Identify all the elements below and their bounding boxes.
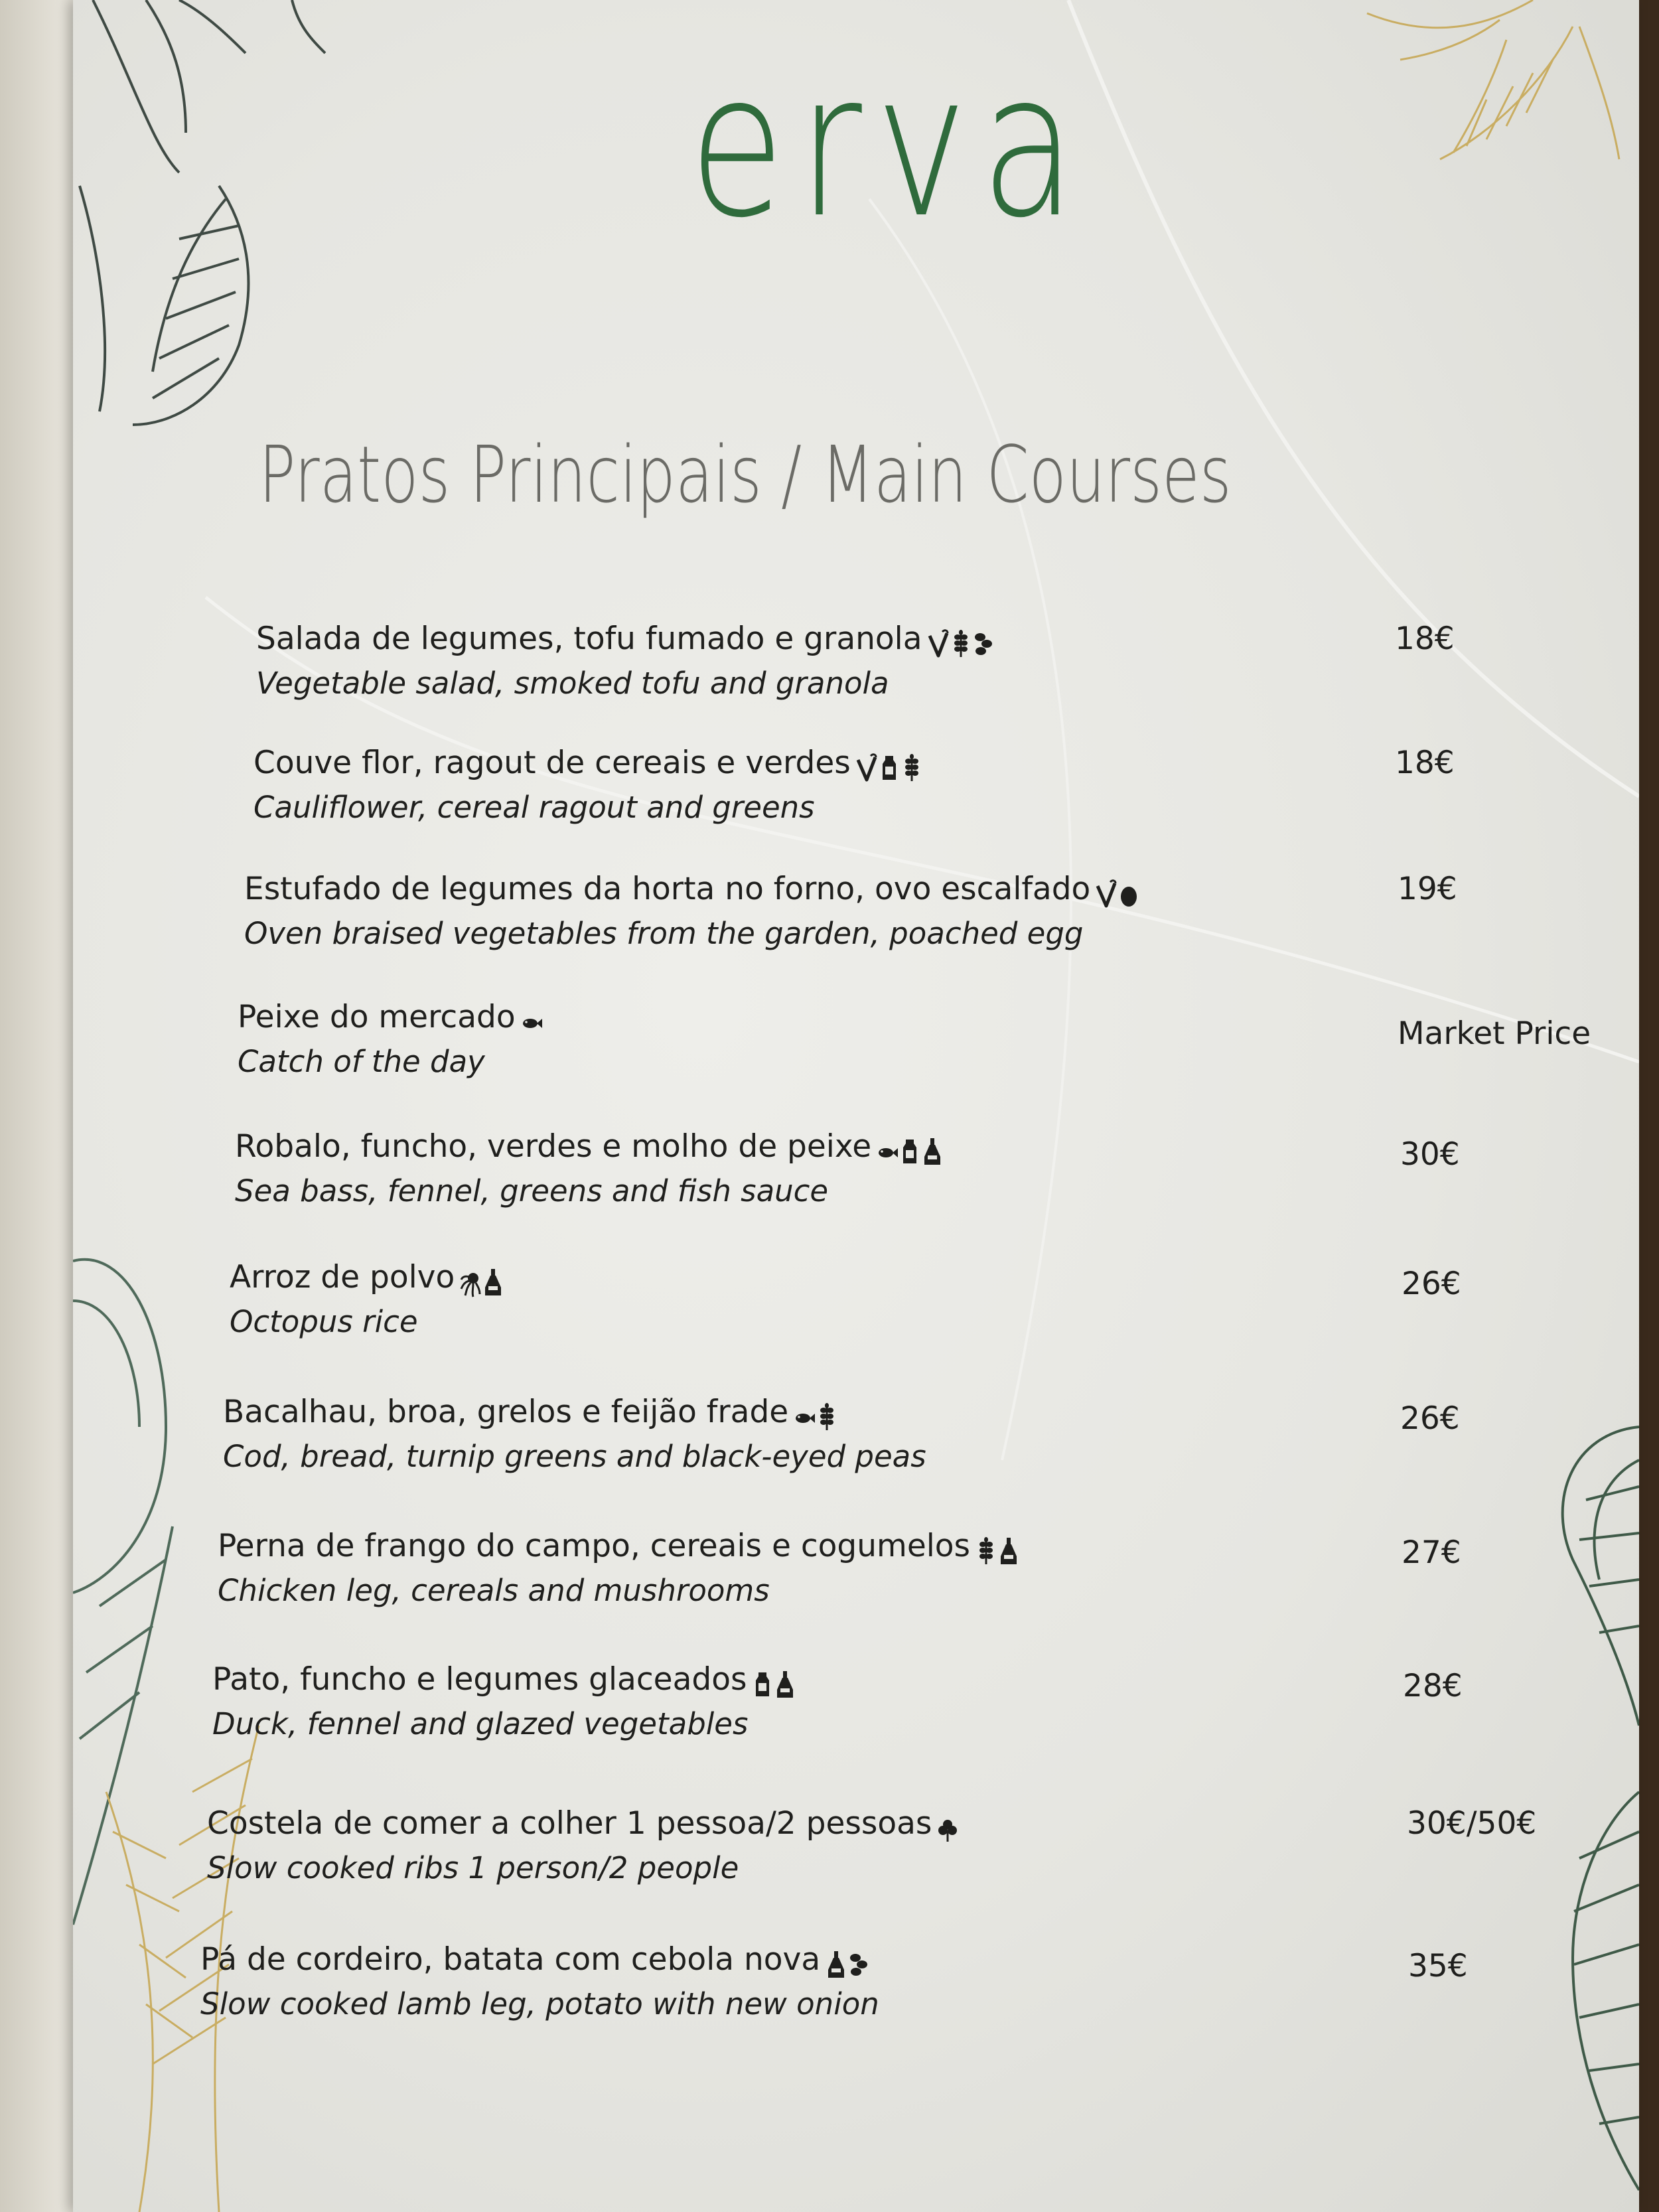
vegan-icon: [856, 752, 877, 784]
dish-name: Salada de legumes, tofu fumado e granola: [256, 621, 922, 657]
menu-item: [253, 745, 1639, 857]
lactose-icon: [879, 752, 900, 784]
dish-description: Catch of the day: [238, 1044, 485, 1079]
dish-description: Slow cooked ribs 1 person/2 people: [207, 1850, 739, 1885]
allergen-icons: [875, 1131, 943, 1167]
dish-price: 18€: [1395, 621, 1455, 657]
menu-item: [235, 1128, 1639, 1241]
alcohol-icon: [922, 1136, 943, 1167]
dish-description: Sea bass, fennel, greens and fish sauce: [235, 1173, 829, 1209]
dish-name: Pato, funcho e legumes glaceados: [212, 1661, 747, 1698]
allergen-icons: [751, 1664, 796, 1700]
gluten-icon: [975, 1535, 997, 1567]
dish-description: Vegetable salad, smoked tofu and granola: [256, 666, 889, 701]
dish-price: 18€: [1395, 745, 1455, 781]
dish-price: 30€/50€: [1407, 1805, 1537, 1842]
dish-name: Costela de comer a colher 1 pessoa/2 pessoas: [207, 1805, 932, 1842]
allergen-icons: [824, 1944, 869, 1980]
fish-icon: [794, 1401, 815, 1433]
fish-icon: [877, 1136, 898, 1167]
dish-price: 27€: [1402, 1534, 1461, 1571]
allergen-icons: [926, 623, 994, 660]
dish-name: Perna de frango do campo, cereais e cogumelos: [218, 1528, 971, 1564]
menu-item: [230, 1259, 1639, 1372]
dish-description: Chicken leg, cereals and mushrooms: [218, 1573, 770, 1608]
alcohol-icon: [774, 1668, 796, 1700]
allergen-icons: [1094, 873, 1139, 910]
fish-icon: [521, 1006, 542, 1038]
menu-items-list: [73, 0, 1639, 2212]
alcohol-icon: [482, 1266, 504, 1298]
dish-name: Arroz de polvo: [230, 1259, 455, 1295]
allergen-icons: [974, 1530, 1019, 1567]
egg-icon: [1118, 878, 1139, 910]
dish-name: Peixe do mercado: [238, 999, 516, 1035]
menu-item: [218, 1528, 1639, 1641]
lactose-icon: [899, 1136, 920, 1167]
menu-item: [244, 871, 1639, 984]
dish-name: Estufado de legumes da horta no forno, ovo escalfado: [244, 871, 1091, 907]
menu-item: [256, 621, 1639, 733]
lactose-icon: [752, 1668, 773, 1700]
menu-item: [223, 1394, 1639, 1507]
dish-price: 26€: [1402, 1266, 1461, 1302]
dish-name: Couve flor, ragout de cereais e verdes: [253, 745, 851, 781]
menu-page: [73, 0, 1639, 2212]
celery-icon: [937, 1812, 958, 1844]
dish-description: Cauliflower, cereal ragout and greens: [253, 790, 815, 825]
dish-price: 19€: [1398, 871, 1457, 907]
section-title: Pratos Principais / Main Courses: [259, 429, 1232, 520]
dish-name: Pá de cordeiro, batata com cebola nova: [200, 1941, 821, 1978]
nuts-icon: [848, 1949, 869, 1980]
allergen-icons: [855, 747, 922, 784]
vegan-icon: [1096, 878, 1117, 910]
mollusc-icon: [460, 1266, 481, 1298]
menu-item: [238, 999, 1639, 1112]
dish-price: Market Price: [1398, 1015, 1591, 1052]
gluten-icon: [950, 628, 972, 660]
gluten-icon: [816, 1401, 837, 1433]
dish-description: Duck, fennel and glazed vegetables: [212, 1706, 749, 1741]
dish-name: Bacalhau, broa, grelos e feijão frade: [223, 1394, 789, 1430]
dish-price: 26€: [1400, 1400, 1460, 1437]
allergen-icons: [459, 1262, 504, 1298]
dish-description: Slow cooked lamb leg, potato with new onion: [200, 1986, 879, 2022]
gluten-icon: [901, 752, 922, 784]
alcohol-icon: [998, 1535, 1019, 1567]
vegan-icon: [928, 628, 949, 660]
allergen-icons: [792, 1396, 837, 1433]
dish-name: Robalo, funcho, verdes e molho de peixe: [235, 1128, 872, 1165]
allergen-icons: [520, 1001, 542, 1038]
allergen-icons: [936, 1808, 958, 1844]
dish-description: Octopus rice: [230, 1304, 418, 1339]
nuts-icon: [973, 628, 994, 660]
restaurant-logo: erva: [689, 30, 1090, 261]
dish-description: Cod, bread, turnip greens and black-eyed peas: [223, 1439, 926, 1474]
dish-description: Oven braised vegetables from the garden, poached egg: [244, 916, 1084, 951]
menu-item: [207, 1805, 1639, 1918]
dish-price: 30€: [1400, 1136, 1460, 1173]
dish-price: 28€: [1403, 1668, 1463, 1704]
menu-item: [200, 1941, 1639, 2054]
dish-price: 35€: [1408, 1948, 1468, 1984]
alcohol-icon: [826, 1949, 847, 1980]
menu-item: [212, 1661, 1639, 1774]
